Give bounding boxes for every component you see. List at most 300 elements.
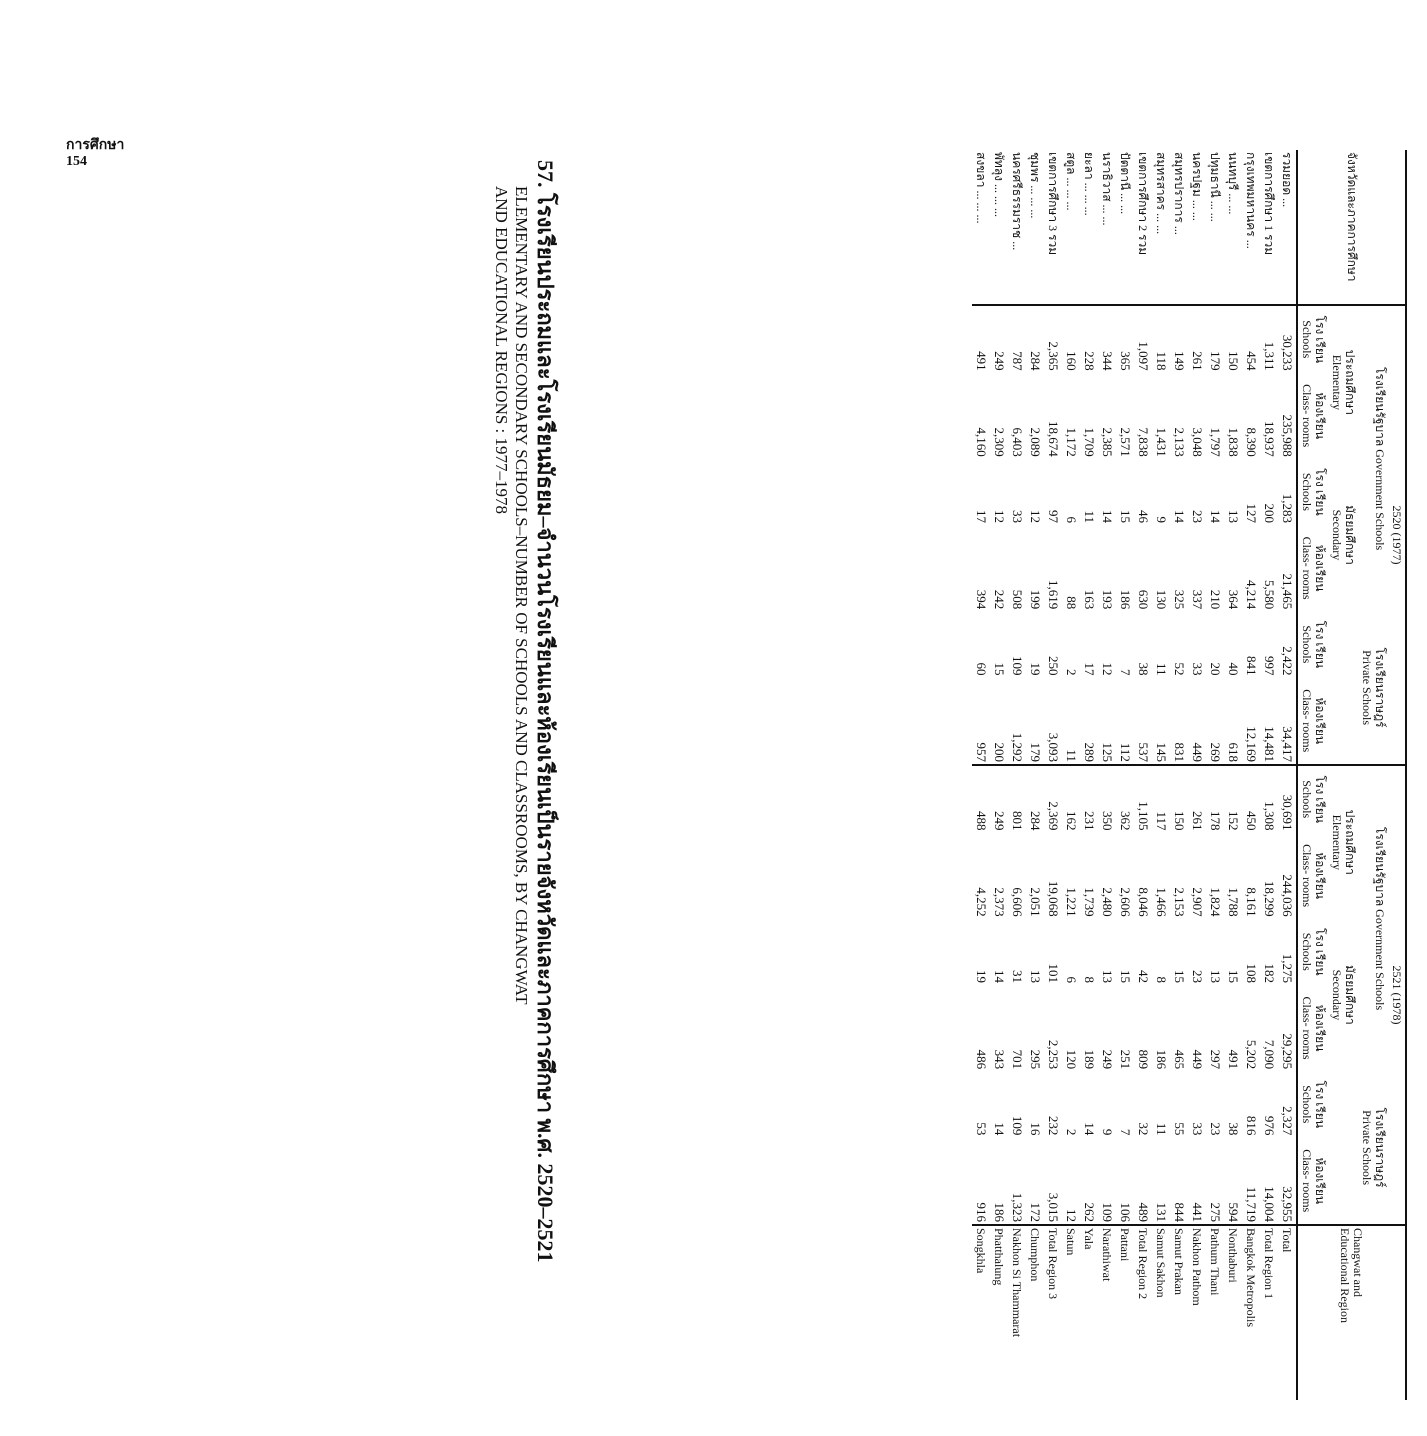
gov-1978: โรงเรียนรัฐบาล Government Schools [1373, 826, 1387, 1011]
subhead-classrooms: ห้องเรียน Class- rooms [1300, 844, 1327, 908]
cell-value: 6,606 [1010, 887, 1025, 917]
cell-value: 112 [1116, 677, 1134, 764]
cell-value: 179 [1026, 677, 1044, 764]
cell-value: 250 [1046, 655, 1061, 676]
cell-value: 295 [1028, 1049, 1043, 1070]
cell-value: 17 [1082, 662, 1097, 676]
cell-value: 18,299 [1262, 880, 1277, 917]
page-section: การศึกษา [66, 138, 125, 153]
cell-value: 2,571 [1118, 427, 1133, 457]
cell-value: 343 [992, 1049, 1007, 1070]
cell-value: 12,169 [1242, 677, 1260, 764]
cell-value: 801 [1010, 811, 1025, 831]
page-number: 154 [66, 154, 87, 169]
cell-value: 449 [1190, 1049, 1205, 1070]
cell-value: 150 [1226, 351, 1241, 371]
cell-value: 186 [1118, 589, 1133, 610]
cell-value: 1,105 [1136, 801, 1151, 831]
cell-value: 42 [1136, 969, 1151, 983]
cell-value: 244,036 [1280, 874, 1295, 917]
cell-value: 2,606 [1118, 887, 1133, 917]
cell-value: 12 [992, 510, 1007, 524]
cell-value: 19 [1028, 662, 1043, 676]
cell-value: 20 [1208, 662, 1223, 676]
cell-value: 150 [1172, 811, 1187, 831]
cell-value: 11,719 [1242, 1137, 1260, 1225]
elem-1978: ประถมศึกษา Elementary [1330, 809, 1357, 875]
cell-value: 537 [1134, 677, 1152, 764]
row-label-thai: ปทุมธานี ... ... [1206, 150, 1224, 305]
cell-value: 29,295 [1280, 1033, 1295, 1070]
cell-value: 8,046 [1136, 887, 1151, 917]
cell-value: 163 [1082, 589, 1097, 610]
table-row [990, 150, 1008, 1400]
cell-value: 13 [1208, 969, 1223, 983]
cell-value: 34,417 [1278, 677, 1297, 764]
cell-value: 145 [1152, 677, 1170, 764]
subhead-classrooms: ห้องเรียน Class- rooms [1300, 996, 1327, 1060]
cell-value: 172 [1026, 1137, 1044, 1225]
row-label-thai: เขตการศึกษา 3 รวม [1044, 150, 1062, 305]
row-label-english: Phatthalung [992, 1228, 1006, 1286]
table-row [1188, 150, 1206, 1400]
cell-value: 594 [1224, 1137, 1242, 1225]
cell-value: 4,252 [974, 887, 989, 917]
cell-value: 337 [1190, 589, 1205, 610]
cell-value: 2,153 [1172, 887, 1187, 917]
row-label-english: Satun [1064, 1228, 1078, 1256]
cell-value: 235,988 [1280, 414, 1295, 457]
cell-value: 109 [1010, 1115, 1025, 1136]
cell-value: 262 [1080, 1137, 1098, 1225]
cell-value: 449 [1188, 677, 1206, 764]
cell-value: 7,838 [1136, 427, 1151, 457]
cell-value: 1,283 [1280, 493, 1295, 524]
title-english-line1: ELEMENTARY AND SECONDARY SCHOOLS–NUMBER OF SCHOOLS AND CLASSROOMS, BY CHANGWAT [512, 186, 531, 1005]
cell-value: 120 [1064, 1049, 1079, 1070]
cell-value: 1,097 [1136, 341, 1151, 371]
cell-value: 1,709 [1082, 427, 1097, 457]
table-row [1206, 150, 1224, 1400]
cell-value: 275 [1206, 1137, 1224, 1225]
row-label-english: Nakhon Pathom [1190, 1228, 1204, 1306]
cell-value: 160 [1064, 351, 1079, 371]
cell-value: 14 [992, 1122, 1007, 1136]
table-row [1224, 150, 1242, 1400]
elem-1977: ประถมศึกษา Elementary [1330, 349, 1357, 415]
cell-value: 13 [1028, 969, 1043, 983]
table-row [1008, 150, 1026, 1400]
cell-value: 2,422 [1280, 646, 1295, 676]
cell-value: 179 [1208, 351, 1223, 371]
row-label-thai: สตูล ... ... ... [1062, 150, 1080, 305]
cell-value: 2,253 [1046, 1039, 1061, 1070]
cell-value: 2,327 [1280, 1106, 1295, 1136]
cell-value: 11 [1154, 662, 1169, 676]
cell-value: 30,233 [1280, 334, 1295, 371]
table-area [437, 150, 1427, 1430]
row-label-thai: นนทบุรี ... ... [1224, 150, 1242, 305]
cell-value: 365 [1118, 351, 1133, 371]
cell-value: 1,797 [1208, 427, 1223, 457]
table-row [1116, 150, 1134, 1400]
cell-value: 3,015 [1044, 1137, 1062, 1225]
cell-value: 46 [1136, 510, 1151, 524]
subhead-classrooms: ห้องเรียน Class- rooms [1300, 384, 1327, 448]
row-label-english: Samut Prakan [1172, 1228, 1186, 1295]
cell-value: 450 [1244, 811, 1259, 831]
cell-value: 2,480 [1100, 887, 1115, 917]
cell-value: 11 [1062, 677, 1080, 764]
cell-value: 14 [1100, 510, 1115, 524]
row-label-thai: ชุมพร ... ... ... [1026, 150, 1044, 305]
year-1978: 2521 (1978) [1388, 765, 1406, 1225]
cell-value: 231 [1082, 811, 1097, 831]
cell-value: 3,093 [1044, 677, 1062, 764]
row-label-english: Total Region 1 [1262, 1228, 1276, 1300]
cell-value: 32,955 [1278, 1137, 1297, 1225]
subhead-schools: โรง เรียน Schools [1300, 1080, 1327, 1129]
cell-value: 8 [1082, 976, 1097, 983]
cell-value: 18,937 [1262, 420, 1277, 457]
row-label-thai: ปัตตานี ... ... [1116, 150, 1134, 305]
table-row [1080, 150, 1098, 1400]
cell-value: 1,466 [1154, 887, 1169, 917]
cell-value: 491 [974, 351, 989, 371]
cell-value: 364 [1226, 589, 1241, 610]
cell-value: 12 [1100, 662, 1115, 676]
cell-value: 297 [1208, 1049, 1223, 1070]
cell-value: 976 [1262, 1115, 1277, 1136]
cell-value: 31 [1010, 969, 1025, 983]
cell-value: 11 [1154, 1122, 1169, 1136]
row-label-english: Total Region 2 [1136, 1228, 1150, 1300]
table-row [1152, 150, 1170, 1400]
row-label-english: Total [1280, 1228, 1294, 1253]
cell-value: 1,739 [1082, 887, 1097, 917]
cell-value: 97 [1046, 510, 1061, 524]
cell-value: 19 [974, 969, 989, 983]
cell-value: 1,275 [1280, 953, 1295, 983]
cell-value: 152 [1226, 811, 1241, 831]
cell-value: 16 [1028, 1122, 1043, 1136]
cell-value: 117 [1154, 811, 1169, 831]
row-label-english: Chumphon [1028, 1228, 1042, 1282]
cell-value: 53 [974, 1122, 989, 1136]
cell-value: 488 [974, 811, 989, 831]
cell-value: 108 [1244, 963, 1259, 983]
cell-value: 5,580 [1262, 579, 1277, 610]
cell-value: 350 [1100, 811, 1115, 831]
cell-value: 701 [1010, 1049, 1025, 1070]
table-row [1242, 150, 1260, 1400]
row-label-thai: สมุทรปราการ ... [1170, 150, 1188, 305]
cell-value: 17 [974, 510, 989, 524]
cell-value: 957 [972, 677, 990, 764]
cell-value: 125 [1098, 677, 1116, 764]
table-row [1170, 150, 1188, 1400]
cell-value: 15 [1172, 969, 1187, 983]
cell-value: 249 [992, 351, 1007, 371]
cell-value: 7 [1118, 1128, 1133, 1136]
private-1977: โรงเรียนราษฎร์ Private Schools [1358, 611, 1388, 765]
row-label-thai: เขตการศึกษา 2 รวม [1134, 150, 1152, 305]
cell-value: 38 [1226, 1122, 1241, 1136]
table-row [1098, 150, 1116, 1400]
cell-value: 1,323 [1008, 1137, 1026, 1225]
cell-value: 12 [1062, 1137, 1080, 1225]
cell-value: 1,221 [1064, 887, 1079, 917]
cell-value: 15 [1118, 969, 1133, 983]
row-label-thai: พัทลุง ... ... ... [990, 150, 1008, 305]
cell-value: 394 [974, 589, 989, 610]
cell-value: 5,202 [1244, 1039, 1259, 1070]
cell-value: 6,403 [1010, 427, 1025, 457]
title-english-line2: AND EDUCATIONAL REGIONS : 1977–1978 [492, 186, 511, 515]
cell-value: 1,788 [1226, 887, 1241, 917]
cell-value: 6 [1064, 976, 1079, 983]
cell-value: 189 [1082, 1049, 1097, 1070]
cell-value: 491 [1226, 1049, 1241, 1070]
cell-value: 2,309 [992, 427, 1007, 457]
cell-value: 465 [1172, 1049, 1187, 1070]
cell-value: 4,214 [1244, 579, 1259, 610]
cell-value: 284 [1028, 811, 1043, 831]
row-label-thai: สมุทรสาคร ... ... [1152, 150, 1170, 305]
table-body [972, 150, 1297, 1400]
row-label-english: Narathiwat [1100, 1228, 1114, 1282]
cell-value: 841 [1244, 655, 1259, 676]
table-row [1260, 150, 1278, 1400]
cell-value: 2,365 [1046, 341, 1061, 371]
cell-value: 14 [992, 969, 1007, 983]
cell-value: 284 [1028, 351, 1043, 371]
cell-value: 844 [1170, 1137, 1188, 1225]
cell-value: 127 [1244, 503, 1259, 524]
cell-value: 630 [1136, 589, 1151, 610]
cell-value: 15 [992, 662, 1007, 676]
cell-value: 9 [1154, 516, 1169, 524]
cell-value: 2,089 [1028, 427, 1043, 457]
cell-value: 162 [1064, 811, 1079, 831]
row-label-english: Bangkok Metropolis [1244, 1228, 1258, 1327]
private-1978: โรงเรียนราษฎร์ Private Schools [1358, 1071, 1388, 1225]
row-label-thai: นครศรีธรรมราช ... [1008, 150, 1026, 305]
cell-value: 19,068 [1046, 880, 1061, 917]
row-label-thai: รวมยอด ... [1278, 150, 1297, 305]
row-label-english: Nonthaburi [1226, 1228, 1240, 1283]
cell-value: 2 [1064, 668, 1079, 676]
cell-value: 109 [1010, 655, 1025, 676]
cell-value: 8,161 [1244, 887, 1259, 917]
cell-value: 6 [1064, 516, 1079, 524]
table-row [1278, 150, 1297, 1400]
table-row [1062, 150, 1080, 1400]
cell-value: 210 [1208, 589, 1223, 610]
cell-value: 33 [1010, 510, 1025, 524]
cell-value: 109 [1098, 1137, 1116, 1225]
cell-value: 33 [1190, 1122, 1205, 1136]
cell-value: 33 [1190, 662, 1205, 676]
cell-value: 249 [992, 811, 1007, 831]
col-header-thai: จังหวัดและภาคการศึกษา [1297, 150, 1406, 305]
cell-value: 325 [1172, 589, 1187, 610]
row-label-thai: กรุงเทพมหานคร ... [1242, 150, 1260, 305]
cell-value: 178 [1208, 811, 1223, 831]
cell-value: 14,004 [1260, 1137, 1278, 1225]
cell-value: 130 [1154, 589, 1169, 610]
cell-value: 13 [1226, 510, 1241, 524]
cell-value: 2,907 [1190, 887, 1205, 917]
row-label-thai: ยะลา ... ... ... [1080, 150, 1098, 305]
cell-value: 251 [1118, 1049, 1133, 1070]
cell-value: 15 [1118, 510, 1133, 524]
schools-table [972, 150, 1407, 1400]
cell-value: 182 [1262, 963, 1277, 983]
row-label-english: Total Region 3 [1046, 1228, 1060, 1300]
cell-value: 14 [1082, 1122, 1097, 1136]
cell-value: 15 [1226, 969, 1241, 983]
table-row [1134, 150, 1152, 1400]
row-label-thai: เขตการศึกษา 1 รวม [1260, 150, 1278, 305]
row-label-english: Samut Sakhon [1154, 1228, 1168, 1298]
cell-value: 249 [1100, 1049, 1115, 1070]
cell-value: 2,385 [1100, 427, 1115, 457]
cell-value: 289 [1080, 677, 1098, 764]
subhead-schools: โรง เรียน Schools [1300, 775, 1327, 823]
cell-value: 101 [1046, 963, 1061, 983]
cell-value: 997 [1262, 655, 1277, 676]
cell-value: 2 [1064, 1128, 1079, 1136]
cell-value: 38 [1136, 662, 1151, 676]
subhead-schools: โรง เรียน Schools [1300, 468, 1327, 516]
cell-value: 14 [1172, 510, 1187, 524]
cell-value: 242 [992, 589, 1007, 610]
row-label-english: Songkhla [974, 1228, 988, 1274]
title-block [491, 160, 559, 1400]
row-label-english: Yala [1082, 1228, 1096, 1250]
cell-value: 9 [1100, 1128, 1115, 1136]
cell-value: 454 [1244, 351, 1259, 371]
cell-value: 618 [1224, 677, 1242, 764]
cell-value: 55 [1172, 1122, 1187, 1136]
cell-value: 1,824 [1208, 887, 1223, 917]
cell-value: 199 [1028, 589, 1043, 610]
subhead-classrooms: ห้องเรียน Class- rooms [1297, 1137, 1328, 1225]
subhead-schools: โรง เรียน Schools [1300, 315, 1327, 364]
cell-value: 186 [1154, 1049, 1169, 1070]
table-row [1044, 150, 1062, 1400]
cell-value: 14,481 [1260, 677, 1278, 764]
cell-value: 2,051 [1028, 887, 1043, 917]
cell-value: 1,619 [1046, 579, 1061, 610]
cell-value: 362 [1118, 811, 1133, 831]
cell-value: 261 [1190, 811, 1205, 831]
cell-value: 118 [1154, 351, 1169, 371]
row-label-thai: สงขลา ... ... ... [972, 150, 990, 305]
cell-value: 809 [1136, 1049, 1151, 1070]
title-thai: 57. โรงเรียนประถมและโรงเรียนมัธยม–จำนวนโรงเรียนและห้องเรียนเป็นรายจังหวัดและภาคการศึกษา พ.ศ. 2520–2521 [533, 160, 558, 1263]
row-label-english: Nakhon Si Thammarat [1010, 1228, 1024, 1338]
row-label-thai: นครปฐม ... ... [1188, 150, 1206, 305]
cell-value: 261 [1190, 351, 1205, 371]
row-label-thai: นราธิวาส ... ... [1098, 150, 1116, 305]
cell-value: 200 [1262, 503, 1277, 524]
cell-value: 489 [1134, 1137, 1152, 1225]
table-row [1026, 150, 1044, 1400]
cell-value: 200 [990, 677, 1008, 764]
gov-1977: โรงเรียนรัฐบาล Government Schools [1373, 366, 1387, 551]
cell-value: 4,160 [974, 427, 989, 457]
cell-value: 1,172 [1064, 427, 1079, 457]
year-1977: 2520 (1977) [1388, 305, 1406, 765]
cell-value: 12 [1028, 510, 1043, 524]
subhead-classrooms: ห้องเรียน Class- rooms [1300, 536, 1327, 600]
cell-value: 1,838 [1226, 427, 1241, 457]
cell-value: 186 [990, 1137, 1008, 1225]
cell-value: 1,431 [1154, 427, 1169, 457]
page-header [66, 138, 124, 170]
cell-value: 131 [1152, 1137, 1170, 1225]
cell-value: 916 [972, 1137, 990, 1225]
subhead-schools: โรง เรียน Schools [1300, 620, 1327, 669]
cell-value: 508 [1010, 589, 1025, 610]
cell-value: 30,691 [1280, 794, 1295, 831]
cell-value: 831 [1170, 677, 1188, 764]
row-label-english: Pattani [1118, 1228, 1132, 1262]
sec-1978: มัธยมศึกษา Secondary [1330, 965, 1357, 1025]
cell-value: 232 [1046, 1115, 1061, 1136]
rotated-page [437, 0, 1427, 1436]
cell-value: 88 [1064, 596, 1079, 610]
cell-value: 7,090 [1262, 1039, 1277, 1070]
cell-value: 11 [1082, 510, 1097, 524]
table-row [972, 150, 990, 1400]
cell-value: 193 [1100, 589, 1115, 610]
col-header-english: Changwat and Educational Region [1338, 1228, 1366, 1323]
cell-value: 23 [1190, 510, 1205, 524]
cell-value: 13 [1100, 969, 1115, 983]
cell-value: 23 [1190, 969, 1205, 983]
cell-value: 40 [1226, 662, 1241, 676]
cell-value: 1,292 [1008, 677, 1026, 764]
cell-value: 14 [1208, 510, 1223, 524]
cell-value: 32 [1136, 1122, 1151, 1136]
cell-value: 7 [1118, 668, 1133, 676]
cell-value: 149 [1172, 351, 1187, 371]
cell-value: 344 [1100, 351, 1115, 371]
cell-value: 441 [1188, 1137, 1206, 1225]
cell-value: 2,369 [1046, 801, 1061, 831]
cell-value: 1,311 [1262, 341, 1277, 371]
cell-value: 269 [1206, 677, 1224, 764]
cell-value: 106 [1116, 1137, 1134, 1225]
cell-value: 486 [974, 1049, 989, 1070]
cell-value: 52 [1172, 662, 1187, 676]
cell-value: 8,390 [1244, 427, 1259, 457]
subhead-schools: โรง เรียน Schools [1300, 928, 1327, 976]
cell-value: 2,133 [1172, 427, 1187, 457]
cell-value: 816 [1244, 1115, 1259, 1136]
cell-value: 228 [1082, 351, 1097, 371]
cell-value: 1,308 [1262, 801, 1277, 831]
cell-value: 8 [1154, 976, 1169, 983]
cell-value: 2,373 [992, 887, 1007, 917]
row-label-english: Pathum Thani [1208, 1228, 1222, 1296]
cell-value: 23 [1208, 1122, 1223, 1136]
cell-value: 3,048 [1190, 427, 1205, 457]
cell-value: 18,674 [1046, 420, 1061, 457]
